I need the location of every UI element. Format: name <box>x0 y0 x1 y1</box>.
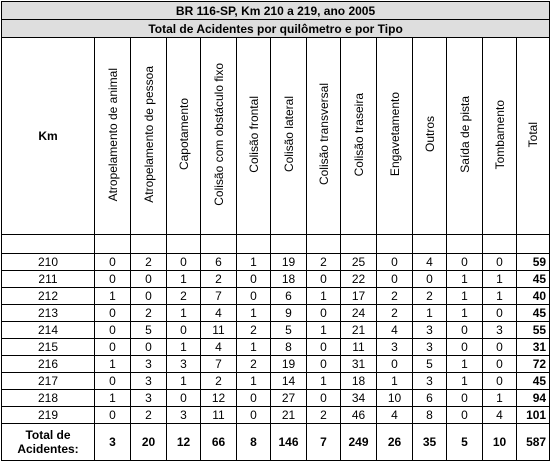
km-cell: 217 <box>2 373 95 390</box>
value-cell: 8 <box>271 339 307 356</box>
value-cell: 4 <box>201 305 237 322</box>
value-cell: 2 <box>413 288 447 305</box>
value-cell: 4 <box>483 407 517 424</box>
value-cell: 18 <box>271 271 307 288</box>
km-cell: 213 <box>2 305 95 322</box>
column-header-label: Colisão transversal <box>316 83 331 186</box>
value-cell: 22 <box>341 271 377 288</box>
value-cell: 8 <box>413 407 447 424</box>
value-cell: 0 <box>483 373 517 390</box>
value-cell: 5 <box>413 356 447 373</box>
value-cell: 0 <box>377 271 413 288</box>
value-cell: 1 <box>413 305 447 322</box>
column-header-label: Total <box>526 121 541 148</box>
value-cell: 0 <box>447 407 483 424</box>
value-cell: 3 <box>483 322 517 339</box>
value-cell: 0 <box>131 271 167 288</box>
row-total-cell: 45 <box>517 271 550 288</box>
value-cell: 0 <box>95 254 131 271</box>
spacer-cell <box>201 235 237 254</box>
column-total-cell: 26 <box>377 424 413 461</box>
value-cell: 19 <box>271 356 307 373</box>
value-cell: 7 <box>201 288 237 305</box>
value-cell: 3 <box>413 322 447 339</box>
value-cell: 6 <box>413 390 447 407</box>
value-cell: 1 <box>447 288 483 305</box>
value-cell: 0 <box>307 390 341 407</box>
value-cell: 18 <box>341 373 377 390</box>
value-cell: 3 <box>413 339 447 356</box>
value-cell: 14 <box>271 373 307 390</box>
value-cell: 1 <box>447 373 483 390</box>
value-cell: 0 <box>131 288 167 305</box>
value-cell: 1 <box>237 373 271 390</box>
spacer-cell <box>167 235 201 254</box>
value-cell: 3 <box>413 373 447 390</box>
value-cell: 2 <box>307 254 341 271</box>
value-cell: 0 <box>483 254 517 271</box>
value-cell: 4 <box>377 322 413 339</box>
value-cell: 5 <box>271 322 307 339</box>
table-row <box>2 356 550 373</box>
value-cell: 1 <box>307 373 341 390</box>
value-cell: 5 <box>131 322 167 339</box>
column-total-cell: 249 <box>341 424 377 461</box>
value-cell: 1 <box>95 390 131 407</box>
value-cell: 21 <box>341 322 377 339</box>
row-total-cell: 94 <box>517 390 550 407</box>
value-cell: 11 <box>341 339 377 356</box>
column-header <box>341 38 377 235</box>
column-total-cell: 35 <box>413 424 447 461</box>
column-header <box>131 38 167 235</box>
value-cell: 0 <box>167 322 201 339</box>
value-cell: 7 <box>201 356 237 373</box>
column-total-cell: 5 <box>447 424 483 461</box>
value-cell: 1 <box>167 373 201 390</box>
column-header <box>201 38 237 235</box>
value-cell: 24 <box>341 305 377 322</box>
column-total-cell: 8 <box>237 424 271 461</box>
totals-label: Total de Acidentes: <box>2 424 95 461</box>
value-cell: 0 <box>237 271 271 288</box>
value-cell: 2 <box>237 356 271 373</box>
km-cell: 211 <box>2 271 95 288</box>
value-cell: 2 <box>201 271 237 288</box>
value-cell: 0 <box>447 254 483 271</box>
value-cell: 0 <box>307 356 341 373</box>
value-cell: 6 <box>201 254 237 271</box>
column-header-label: Atropelamento de animal <box>105 67 120 202</box>
value-cell: 1 <box>447 356 483 373</box>
value-cell: 11 <box>201 322 237 339</box>
value-cell: 2 <box>131 305 167 322</box>
value-cell: 1 <box>167 305 201 322</box>
value-cell: 0 <box>167 254 201 271</box>
table-row <box>2 305 550 322</box>
value-cell: 0 <box>483 356 517 373</box>
value-cell: 0 <box>95 322 131 339</box>
spacer-cell <box>307 235 341 254</box>
km-header: Km <box>2 38 95 235</box>
value-cell: 2 <box>131 254 167 271</box>
column-header <box>237 38 271 235</box>
value-cell: 1 <box>307 322 341 339</box>
value-cell: 1 <box>167 339 201 356</box>
km-cell: 219 <box>2 407 95 424</box>
spacer-cell <box>377 235 413 254</box>
value-cell: 11 <box>201 407 237 424</box>
column-total-cell: 66 <box>201 424 237 461</box>
column-header <box>167 38 201 235</box>
column-total-cell: 3 <box>95 424 131 461</box>
spacer-cell <box>271 235 307 254</box>
value-cell: 0 <box>447 322 483 339</box>
table-row <box>2 288 550 305</box>
row-total-cell: 45 <box>517 305 550 322</box>
spacer-cell <box>2 235 95 254</box>
value-cell: 2 <box>167 288 201 305</box>
column-header-label: Tombamento <box>492 99 507 170</box>
value-cell: 4 <box>413 254 447 271</box>
value-cell: 1 <box>307 288 341 305</box>
table-row <box>2 407 550 424</box>
value-cell: 0 <box>447 390 483 407</box>
column-header-label: Colisão traseira <box>351 92 366 177</box>
spacer-cell <box>413 235 447 254</box>
value-cell: 0 <box>237 288 271 305</box>
value-cell: 0 <box>95 407 131 424</box>
column-header-label: Colisão com obstáculo fixo <box>211 63 226 206</box>
column-total-cell: 12 <box>167 424 201 461</box>
row-total-cell: 40 <box>517 288 550 305</box>
column-header <box>483 38 517 235</box>
value-cell: 3 <box>131 390 167 407</box>
spacer-cell <box>95 235 131 254</box>
value-cell: 0 <box>95 373 131 390</box>
value-cell: 0 <box>307 339 341 356</box>
value-cell: 31 <box>341 356 377 373</box>
table-row <box>2 373 550 390</box>
row-total-cell: 72 <box>517 356 550 373</box>
value-cell: 10 <box>377 390 413 407</box>
column-header-label: Saída de pista <box>457 96 472 173</box>
row-total-cell: 31 <box>517 339 550 356</box>
table-subtitle: Total de Acidentes por quilômetro e por Tipo <box>2 20 550 38</box>
value-cell: 1 <box>483 390 517 407</box>
column-total-cell: 20 <box>131 424 167 461</box>
value-cell: 9 <box>271 305 307 322</box>
value-cell: 2 <box>201 373 237 390</box>
value-cell: 3 <box>131 373 167 390</box>
value-cell: 2 <box>237 322 271 339</box>
table-title: BR 116-SP, Km 210 a 219, ano 2005 <box>2 2 550 20</box>
value-cell: 1 <box>95 288 131 305</box>
column-total-cell: 7 <box>307 424 341 461</box>
value-cell: 6 <box>271 288 307 305</box>
table-row <box>2 390 550 407</box>
value-cell: 0 <box>483 305 517 322</box>
km-cell: 212 <box>2 288 95 305</box>
column-header <box>377 38 413 235</box>
value-cell: 0 <box>237 407 271 424</box>
value-cell: 12 <box>201 390 237 407</box>
value-cell: 0 <box>167 390 201 407</box>
value-cell: 3 <box>167 356 201 373</box>
column-header <box>95 38 131 235</box>
grand-total-cell: 587 <box>517 424 550 461</box>
value-cell: 1 <box>483 288 517 305</box>
row-total-cell: 45 <box>517 373 550 390</box>
column-header <box>447 38 483 235</box>
value-cell: 0 <box>237 390 271 407</box>
totals-row <box>2 424 550 461</box>
value-cell: 0 <box>95 271 131 288</box>
spacer-cell <box>341 235 377 254</box>
value-cell: 0 <box>307 271 341 288</box>
km-cell: 214 <box>2 322 95 339</box>
value-cell: 0 <box>483 339 517 356</box>
value-cell: 1 <box>447 305 483 322</box>
value-cell: 2 <box>307 407 341 424</box>
value-cell: 25 <box>341 254 377 271</box>
column-header-label: Colisão frontal <box>246 96 261 173</box>
value-cell: 19 <box>271 254 307 271</box>
value-cell: 3 <box>131 356 167 373</box>
column-header <box>307 38 341 235</box>
spacer-cell <box>237 235 271 254</box>
column-header-label: Colisão lateral <box>281 96 296 173</box>
value-cell: 0 <box>95 339 131 356</box>
value-cell: 2 <box>131 407 167 424</box>
column-header <box>413 38 447 235</box>
column-total-cell: 146 <box>271 424 307 461</box>
value-cell: 46 <box>341 407 377 424</box>
value-cell: 21 <box>271 407 307 424</box>
table-row <box>2 322 550 339</box>
value-cell: 27 <box>271 390 307 407</box>
row-total-cell: 101 <box>517 407 550 424</box>
value-cell: 3 <box>377 339 413 356</box>
value-cell: 0 <box>377 254 413 271</box>
value-cell: 0 <box>413 271 447 288</box>
column-header-label: Engavetamento <box>387 92 402 177</box>
column-header-label: Atropelamento de pessoa <box>141 66 156 203</box>
value-cell: 1 <box>167 271 201 288</box>
value-cell: 0 <box>307 305 341 322</box>
table-row <box>2 271 550 288</box>
value-cell: 0 <box>131 339 167 356</box>
km-cell: 215 <box>2 339 95 356</box>
accidents-table <box>1 1 550 461</box>
row-total-cell: 59 <box>517 254 550 271</box>
km-cell: 210 <box>2 254 95 271</box>
row-total-cell: 55 <box>517 322 550 339</box>
value-cell: 1 <box>377 373 413 390</box>
value-cell: 1 <box>237 254 271 271</box>
value-cell: 0 <box>447 339 483 356</box>
column-header-label: Capotamento <box>176 98 191 171</box>
value-cell: 0 <box>377 356 413 373</box>
column-total-cell: 10 <box>483 424 517 461</box>
value-cell: 1 <box>237 305 271 322</box>
value-cell: 1 <box>237 339 271 356</box>
value-cell: 4 <box>377 407 413 424</box>
value-cell: 3 <box>167 407 201 424</box>
value-cell: 1 <box>95 356 131 373</box>
value-cell: 17 <box>341 288 377 305</box>
km-cell: 218 <box>2 390 95 407</box>
value-cell: 2 <box>377 305 413 322</box>
spacer-cell <box>447 235 483 254</box>
value-cell: 1 <box>483 271 517 288</box>
table-row <box>2 339 550 356</box>
spacer-cell <box>131 235 167 254</box>
table-row <box>2 254 550 271</box>
value-cell: 1 <box>447 271 483 288</box>
value-cell: 2 <box>377 288 413 305</box>
value-cell: 34 <box>341 390 377 407</box>
value-cell: 4 <box>201 339 237 356</box>
km-cell: 216 <box>2 356 95 373</box>
spacer-cell <box>483 235 517 254</box>
column-header <box>271 38 307 235</box>
spacer-cell <box>517 235 550 254</box>
column-header-label: Outros <box>422 116 437 153</box>
value-cell: 0 <box>95 305 131 322</box>
column-header <box>517 38 550 235</box>
